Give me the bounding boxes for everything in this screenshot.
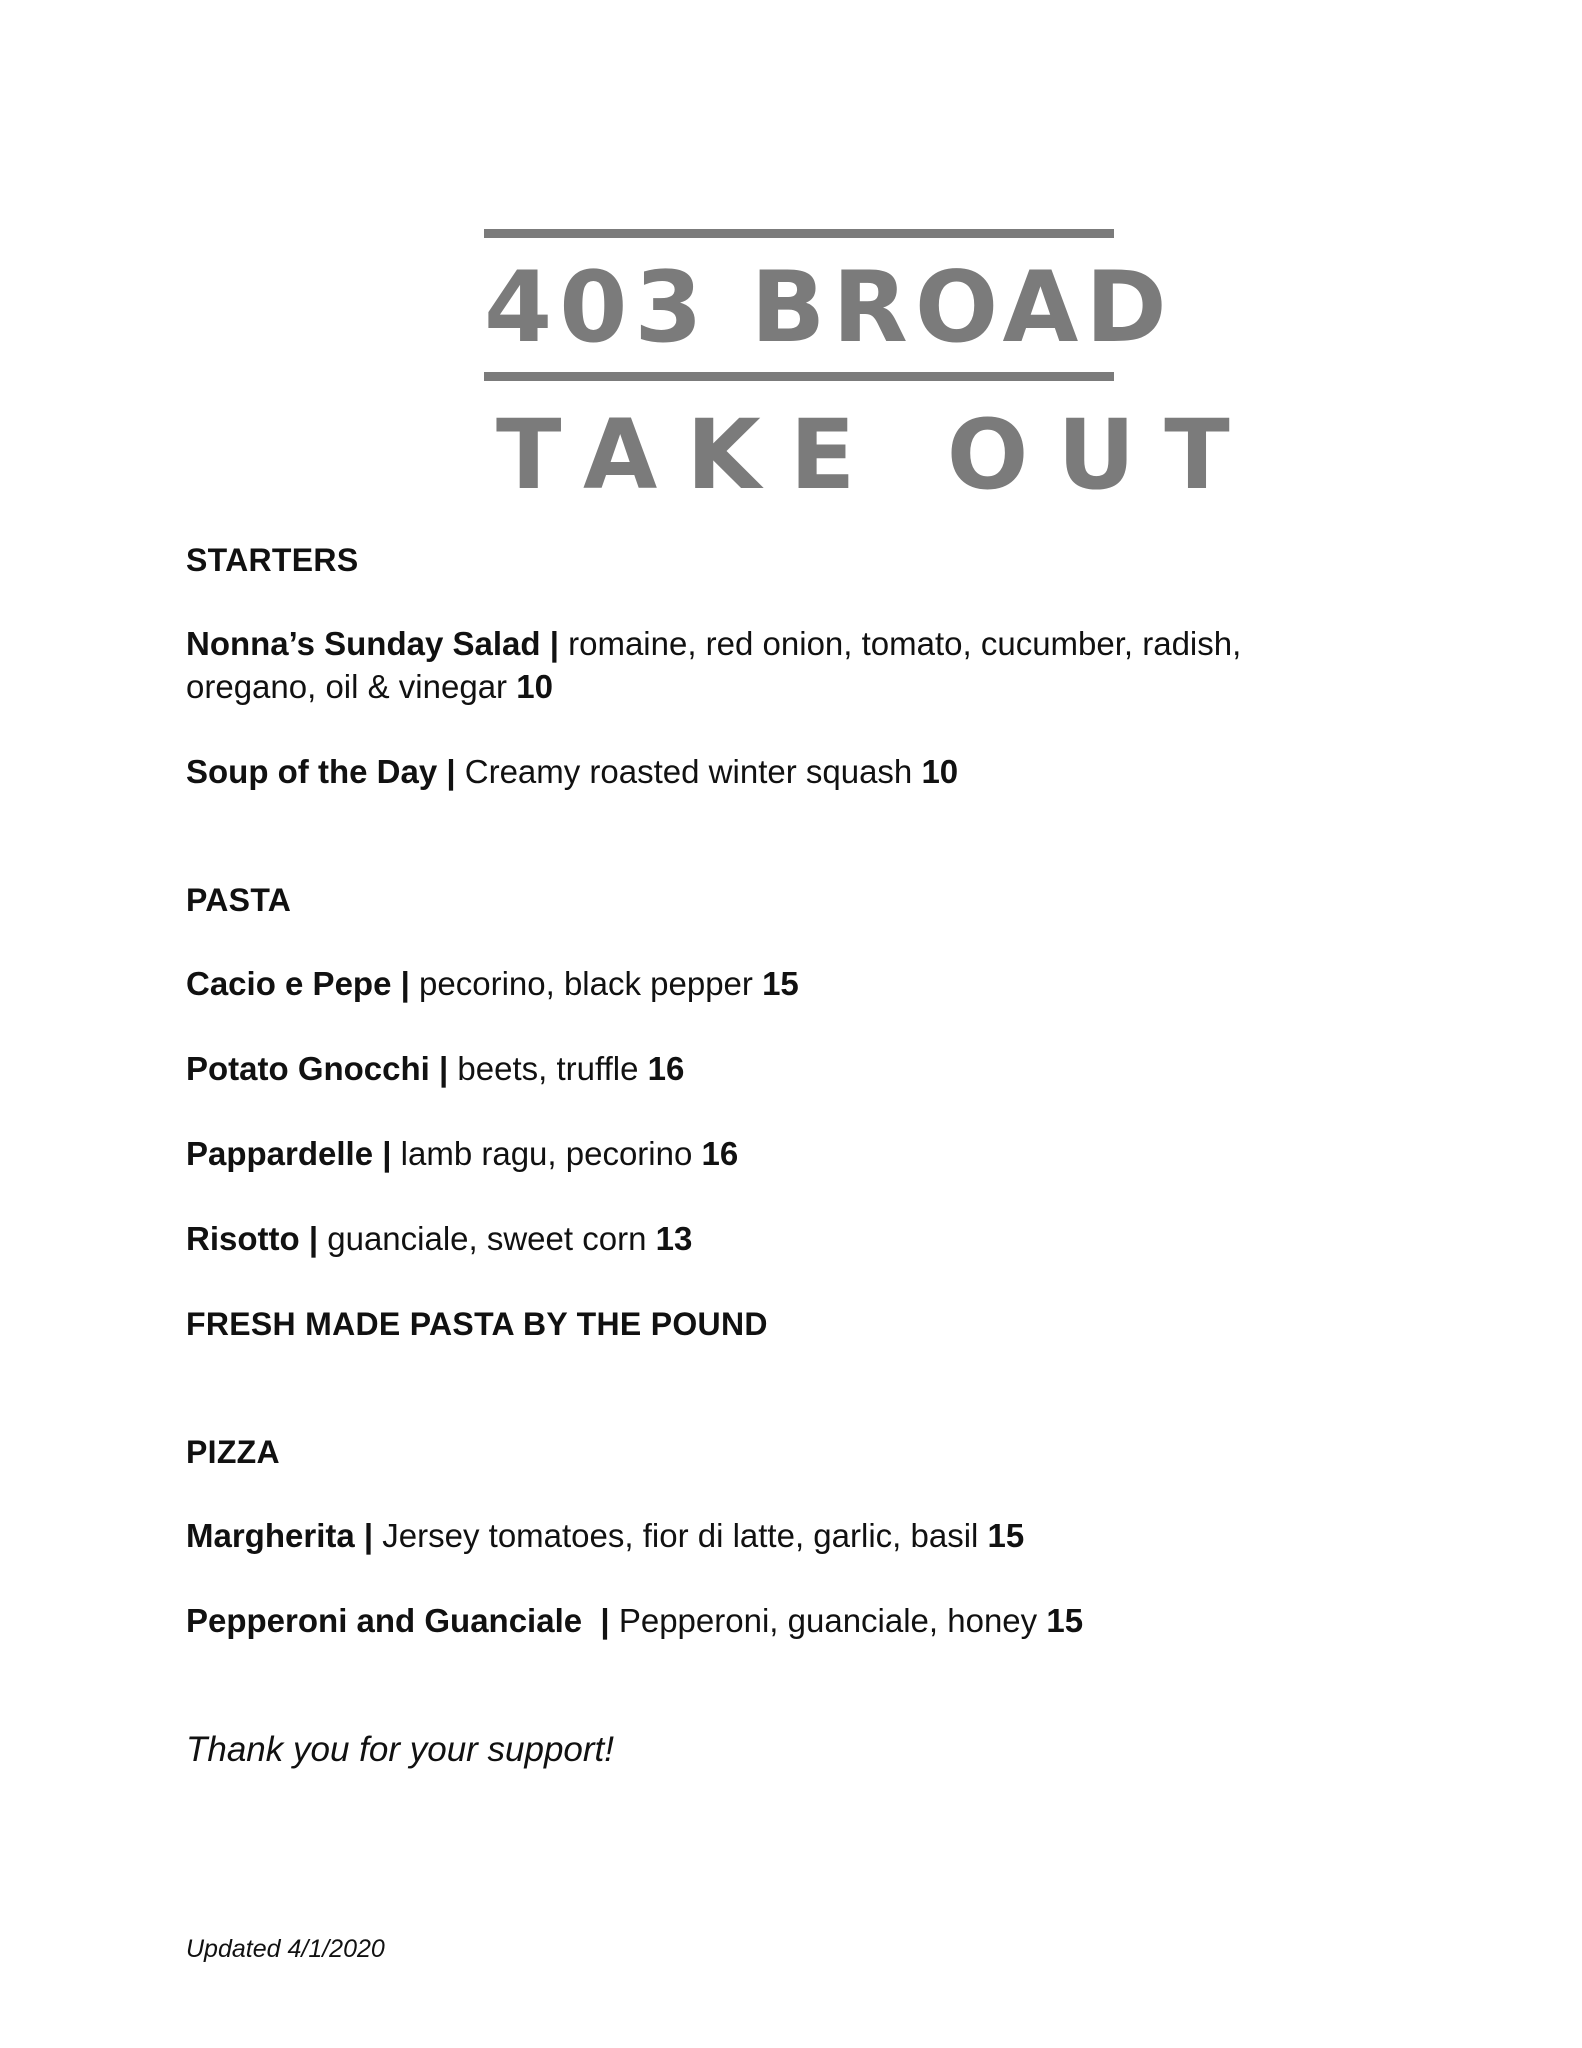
item-name: Soup of the Day | [186,753,456,790]
menu-item [186,962,799,1006]
item-price: 16 [647,1050,685,1087]
item-description: beets, truffle [457,1050,639,1087]
menu-item [186,1047,684,1091]
menu-item [186,1217,692,1261]
item-price: 15 [987,1517,1025,1554]
item-price: 10 [516,668,553,705]
menu-item [186,1599,1083,1643]
item-description: oregano, oil & vinegar [186,668,508,705]
section-heading-pasta: PASTA [186,882,292,918]
logo-line-2: TAKE OUT [496,399,1259,511]
menu-item [186,1514,1024,1558]
logo-middle-rule [484,372,1114,381]
section-heading-starters: STARTERS [186,542,359,578]
menu-item [186,1132,738,1176]
menu-item [186,622,1241,666]
item-price: 15 [1046,1602,1084,1639]
item-description: romaine, red onion, tomato, cucumber, radish, [568,625,1242,662]
pasta-by-the-pound-note: FRESH MADE PASTA BY THE POUND [186,1306,768,1342]
item-description: pecorino, black pepper [419,965,753,1002]
menu-item [186,750,958,794]
logo-line-1: 403 BROAD [484,251,1174,365]
item-price: 15 [762,965,799,1002]
item-name: Margherita | [186,1517,374,1554]
item-name: Risotto | [186,1220,319,1257]
item-description: Pepperoni, guanciale, honey [618,1602,1038,1639]
menu-item-continued [186,665,553,709]
item-name: Pappardelle | [186,1135,392,1172]
item-name: Potato Gnocchi | [186,1050,449,1087]
item-price: 10 [921,753,959,790]
item-name: Cacio e Pepe | [186,965,410,1002]
item-name: Pepperoni and Guanciale | [186,1602,610,1639]
logo [484,229,1259,511]
item-price: 16 [701,1135,739,1172]
section-heading-pizza: PIZZA [186,1434,280,1470]
item-price: 13 [655,1220,693,1257]
item-description: lamb ragu, pecorino [400,1135,693,1172]
thank-you-note: Thank you for your support! [186,1730,614,1769]
item-description: Jersey tomatoes, fior di latte, garlic, basil [382,1517,979,1554]
item-description: Creamy roasted winter squash [464,753,913,790]
updated-date: Updated 4/1/2020 [186,1935,385,1963]
item-name: Nonna’s Sunday Salad | [186,625,559,662]
logo-top-rule [484,229,1114,238]
item-description: guanciale, sweet corn [327,1220,647,1257]
